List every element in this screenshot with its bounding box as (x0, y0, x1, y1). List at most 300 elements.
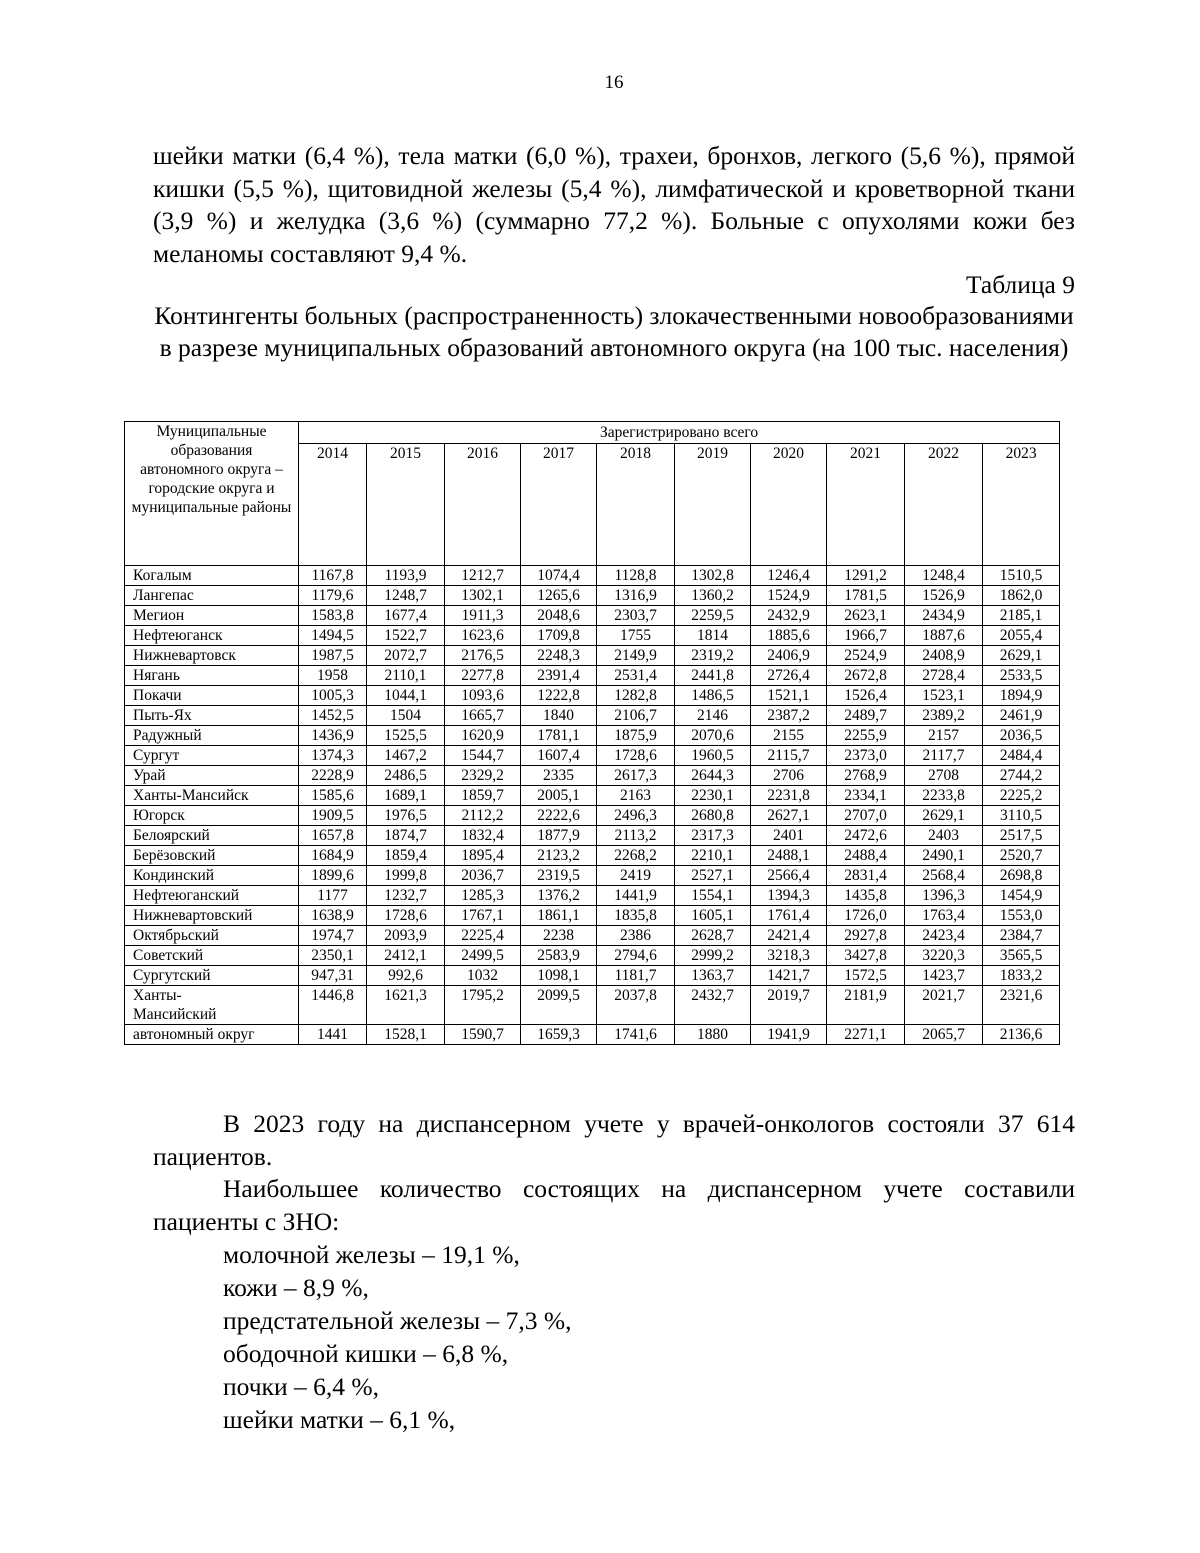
table-cell: 2406,9 (751, 646, 827, 666)
municipality-name: Белоярский (125, 826, 299, 846)
table-cell: 2432,9 (751, 606, 827, 626)
table-cell: 1859,4 (367, 846, 445, 866)
table-cell: 1032 (445, 966, 521, 986)
year-header: 2023 (983, 444, 1060, 566)
table-cell: 2384,7 (983, 926, 1060, 946)
table-cell: 1677,4 (367, 606, 445, 626)
table-cell: 2728,4 (905, 666, 983, 686)
table-cell: 1835,8 (597, 906, 675, 926)
table-cell: 1526,9 (905, 586, 983, 606)
table-cell: 2726,4 (751, 666, 827, 686)
table-cell: 1005,3 (299, 686, 367, 706)
municipality-name: Урай (125, 766, 299, 786)
year-header: 2018 (597, 444, 675, 566)
table-row (125, 606, 1060, 626)
table-cell: 2499,5 (445, 946, 521, 966)
table-cell: 1840 (521, 706, 597, 726)
table-cell: 1763,4 (905, 906, 983, 926)
table-cell: 1193,9 (367, 566, 445, 586)
table-cell: 2583,9 (521, 946, 597, 966)
table-cell: 2627,1 (751, 806, 827, 826)
table-cell: 1909,5 (299, 806, 367, 826)
table-cell: 1374,3 (299, 746, 367, 766)
table-cell: 1657,8 (299, 826, 367, 846)
table-cell: 2005,1 (521, 786, 597, 806)
table-cell: 2386 (597, 926, 675, 946)
table-cell: 3218,3 (751, 946, 827, 966)
table-cell: 1452,5 (299, 706, 367, 726)
table-cell: 1755 (597, 626, 675, 646)
table-row (125, 806, 1060, 826)
year-header: 2021 (827, 444, 905, 566)
year-header: 2016 (445, 444, 521, 566)
table-cell: 2321,6 (983, 986, 1060, 1025)
prevalence-table (124, 421, 1060, 1045)
table-cell: 2319,5 (521, 866, 597, 886)
table-row (125, 906, 1060, 926)
table-cell: 2768,9 (827, 766, 905, 786)
table-cell: 1623,6 (445, 626, 521, 646)
year-header: 2017 (521, 444, 597, 566)
table-row (125, 786, 1060, 806)
table-cell: 1605,1 (675, 906, 751, 926)
table-cell: 1441 (299, 1025, 367, 1045)
table-cell: 1376,2 (521, 886, 597, 906)
table-cell: 1585,6 (299, 786, 367, 806)
table-cell: 1960,5 (675, 746, 751, 766)
table-cell: 1895,4 (445, 846, 521, 866)
table-cell: 992,6 (367, 966, 445, 986)
table-cell: 1689,1 (367, 786, 445, 806)
table-row (125, 586, 1060, 606)
table-cell: 1877,9 (521, 826, 597, 846)
table-cell: 1894,9 (983, 686, 1060, 706)
table-cell: 1177 (299, 886, 367, 906)
municipality-name: Нефтеюганский (125, 886, 299, 906)
table-cell: 2387,2 (751, 706, 827, 726)
table-cell: 2708 (905, 766, 983, 786)
municipality-name: Октябрьский (125, 926, 299, 946)
municipality-name: Нефтеюганск (125, 626, 299, 646)
table-row (125, 926, 1060, 946)
list-item: почки – 6,4 %, (223, 1372, 379, 1401)
table-cell: 3427,8 (827, 946, 905, 966)
table-cell: 1302,1 (445, 586, 521, 606)
table-label: Таблица 9 (965, 270, 1075, 299)
table-cell: 2472,6 (827, 826, 905, 846)
table-cell: 1781,1 (521, 726, 597, 746)
table-cell: 2350,1 (299, 946, 367, 966)
table-cell: 1360,2 (675, 586, 751, 606)
table-cell: 1621,3 (367, 986, 445, 1025)
table-cell: 1128,8 (597, 566, 675, 586)
table-cell: 2238 (521, 926, 597, 946)
table-cell: 1504 (367, 706, 445, 726)
table-cell: 1302,8 (675, 566, 751, 586)
table-cell: 1098,1 (521, 966, 597, 986)
paragraph-most: Наибольшее количество состоящих на диспансерном учете составили пациенты с ЗНО: (153, 1174, 1075, 1236)
table-cell: 1510,5 (983, 566, 1060, 586)
table-cell: 1899,6 (299, 866, 367, 886)
table-cell: 2628,7 (675, 926, 751, 946)
municipality-name: Ханты-Мансийск (125, 786, 299, 806)
table-cell: 2423,4 (905, 926, 983, 946)
table-cell: 2484,4 (983, 746, 1060, 766)
table-cell: 2672,8 (827, 666, 905, 686)
table-cell: 1875,9 (597, 726, 675, 746)
list-item: предстательной железы – 7,3 %, (223, 1306, 572, 1335)
table-cell: 2527,1 (675, 866, 751, 886)
table-cell: 2568,4 (905, 866, 983, 886)
table-cell: 1976,5 (367, 806, 445, 826)
municipality-name: Нижневартовск (125, 646, 299, 666)
table-cell: 2019,7 (751, 986, 827, 1025)
table-cell: 2277,8 (445, 666, 521, 686)
table-cell: 1987,5 (299, 646, 367, 666)
table-cell: 1524,9 (751, 586, 827, 606)
table-row (125, 566, 1060, 586)
table-cell: 1265,6 (521, 586, 597, 606)
table-cell: 2110,1 (367, 666, 445, 686)
table-cell: 1767,1 (445, 906, 521, 926)
table-cell: 1441,9 (597, 886, 675, 906)
municipality-name: Берёзовский (125, 846, 299, 866)
municipality-name-line: Мансийский (133, 1006, 217, 1023)
table-row (125, 726, 1060, 746)
table-cell: 2021,7 (905, 986, 983, 1025)
table-cell: 1728,6 (597, 746, 675, 766)
table-cell: 2123,2 (521, 846, 597, 866)
table-cell: 2185,1 (983, 606, 1060, 626)
table-cell: 2157 (905, 726, 983, 746)
table-cell: 1522,7 (367, 626, 445, 646)
table-cell: 2155 (751, 726, 827, 746)
table-row (125, 846, 1060, 866)
table-cell: 1833,2 (983, 966, 1060, 986)
table-cell: 2149,9 (597, 646, 675, 666)
table-cell: 2106,7 (597, 706, 675, 726)
table-cell: 1396,3 (905, 886, 983, 906)
table-cell: 2115,7 (751, 746, 827, 766)
table-cell: 1521,1 (751, 686, 827, 706)
table-cell: 1859,7 (445, 786, 521, 806)
table-cell: 1093,6 (445, 686, 521, 706)
table-cell: 2434,9 (905, 606, 983, 626)
table-cell: 2520,7 (983, 846, 1060, 866)
table-cell: 2490,1 (905, 846, 983, 866)
table-cell: 1454,9 (983, 886, 1060, 906)
table-cell: 1282,8 (597, 686, 675, 706)
year-header: 2022 (905, 444, 983, 566)
table-cell: 2303,7 (597, 606, 675, 626)
table-cell: 1966,7 (827, 626, 905, 646)
table-cell: 1941,9 (751, 1025, 827, 1045)
table-cell: 2072,7 (367, 646, 445, 666)
table-cell: 1044,1 (367, 686, 445, 706)
table-cell: 1583,8 (299, 606, 367, 626)
list-item: ободочной кишки – 6,8 %, (223, 1339, 509, 1368)
table-cell: 2461,9 (983, 706, 1060, 726)
table-row (125, 866, 1060, 886)
table-cell: 2486,5 (367, 766, 445, 786)
municipality-name: Покачи (125, 686, 299, 706)
table-cell: 1423,7 (905, 966, 983, 986)
table-cell: 1248,4 (905, 566, 983, 586)
table-cell: 1421,7 (751, 966, 827, 986)
table-cell: 2117,7 (905, 746, 983, 766)
table-cell: 3565,5 (983, 946, 1060, 966)
list-item: молочной железы – 19,1 %, (223, 1240, 520, 1269)
table-cell: 1728,6 (367, 906, 445, 926)
table-cell: 1446,8 (299, 986, 367, 1025)
table-cell: 3220,3 (905, 946, 983, 966)
table-cell: 1486,5 (675, 686, 751, 706)
table-cell: 2412,1 (367, 946, 445, 966)
municipality-name: Лангепас (125, 586, 299, 606)
table-cell: 1659,3 (521, 1025, 597, 1045)
table-cell: 1781,5 (827, 586, 905, 606)
table-cell: 1528,1 (367, 1025, 445, 1045)
year-header: 2020 (751, 444, 827, 566)
paragraph-2023: В 2023 году на диспансерном учете у врачей-онкологов состояли 37 614 пациентов. (153, 1109, 1075, 1171)
table-cell: 1885,6 (751, 626, 827, 646)
table-cell: 1316,9 (597, 586, 675, 606)
year-header: 2015 (367, 444, 445, 566)
table-cell: 2566,4 (751, 866, 827, 886)
municipality-name (125, 986, 299, 1025)
table-cell: 2055,4 (983, 626, 1060, 646)
table-cell: 1999,8 (367, 866, 445, 886)
table-cell: 2517,5 (983, 826, 1060, 846)
table-cell: 2093,9 (367, 926, 445, 946)
table-cell: 1246,4 (751, 566, 827, 586)
table-cell: 1494,5 (299, 626, 367, 646)
table-cell: 2181,9 (827, 986, 905, 1025)
page-number: 16 (604, 72, 624, 93)
table-cell: 3110,5 (983, 806, 1060, 826)
municipality-name: Когалым (125, 566, 299, 586)
table-cell: 2334,1 (827, 786, 905, 806)
table-cell: 2255,9 (827, 726, 905, 746)
table-cell: 1862,0 (983, 586, 1060, 606)
table-cell: 1620,9 (445, 726, 521, 746)
table-cell: 2489,7 (827, 706, 905, 726)
table-cell: 2408,9 (905, 646, 983, 666)
table-title: Контингенты больных (распространенность) злокачественными новообразованиями в разрезе муниципальных образований автономного округа (на 100 тыс. населения) (154, 301, 1074, 362)
table-cell: 2210,1 (675, 846, 751, 866)
table-cell: 2432,7 (675, 986, 751, 1025)
table-cell: 2231,8 (751, 786, 827, 806)
table-cell: 1394,3 (751, 886, 827, 906)
table-cell: 2644,3 (675, 766, 751, 786)
table-cell: 947,31 (299, 966, 367, 986)
table-cell: 2222,6 (521, 806, 597, 826)
table-cell: 1553,0 (983, 906, 1060, 926)
table-cell: 2389,2 (905, 706, 983, 726)
table-cell: 1167,8 (299, 566, 367, 586)
table-cell: 2831,4 (827, 866, 905, 886)
municipality-name: автономный округ (125, 1025, 299, 1045)
table-cell: 2230,1 (675, 786, 751, 806)
table-cell: 1874,7 (367, 826, 445, 846)
table-cell: 2794,6 (597, 946, 675, 966)
table-cell: 2680,8 (675, 806, 751, 826)
table-cell: 2065,7 (905, 1025, 983, 1045)
table-cell: 2248,3 (521, 646, 597, 666)
table-row (125, 946, 1060, 966)
table-cell: 2146 (675, 706, 751, 726)
table-cell: 2488,1 (751, 846, 827, 866)
table-cell: 1074,4 (521, 566, 597, 586)
table-cell: 1795,2 (445, 986, 521, 1025)
table-cell: 1525,5 (367, 726, 445, 746)
table-row (125, 966, 1060, 986)
localization-list (223, 1238, 572, 1436)
table-cell: 2228,9 (299, 766, 367, 786)
table-row (125, 626, 1060, 646)
table-cell: 2441,8 (675, 666, 751, 686)
stub-header: Муниципальные образования автономного округа – городские округа и муниципальные районы (125, 422, 299, 566)
table-cell: 1741,6 (597, 1025, 675, 1045)
table-cell: 1212,7 (445, 566, 521, 586)
table-cell: 2048,6 (521, 606, 597, 626)
table-cell: 2268,2 (597, 846, 675, 866)
table-row (125, 886, 1060, 906)
table-cell: 2317,3 (675, 826, 751, 846)
year-header: 2014 (299, 444, 367, 566)
table-cell: 1761,4 (751, 906, 827, 926)
table-cell: 1684,9 (299, 846, 367, 866)
table-cell: 2707,0 (827, 806, 905, 826)
table-cell: 1911,3 (445, 606, 521, 626)
table-cell: 2744,2 (983, 766, 1060, 786)
table-cell: 1665,7 (445, 706, 521, 726)
table-cell: 1232,7 (367, 886, 445, 906)
table-cell: 1590,7 (445, 1025, 521, 1045)
table-cell: 1832,4 (445, 826, 521, 846)
table-cell: 1887,6 (905, 626, 983, 646)
table-cell: 2623,1 (827, 606, 905, 626)
table-row (125, 986, 1060, 1025)
table-cell: 2176,5 (445, 646, 521, 666)
table-cell: 1554,1 (675, 886, 751, 906)
table-row (125, 1025, 1060, 1045)
table-cell: 1880 (675, 1025, 751, 1045)
table-cell: 1467,2 (367, 746, 445, 766)
table-cell: 2271,1 (827, 1025, 905, 1045)
list-item: кожи – 8,9 %, (223, 1273, 369, 1302)
table-cell: 1726,0 (827, 906, 905, 926)
table-cell: 1363,7 (675, 966, 751, 986)
table-cell: 2163 (597, 786, 675, 806)
table-row (125, 646, 1060, 666)
table-cell: 1638,9 (299, 906, 367, 926)
table-cell: 2036,7 (445, 866, 521, 886)
table-cell: 1861,1 (521, 906, 597, 926)
table-cell: 2524,9 (827, 646, 905, 666)
table-cell: 1814 (675, 626, 751, 646)
table-cell: 2036,5 (983, 726, 1060, 746)
table-cell: 2225,2 (983, 786, 1060, 806)
table-cell: 2099,5 (521, 986, 597, 1025)
municipality-name: Пыть-Ях (125, 706, 299, 726)
table-cell: 2533,5 (983, 666, 1060, 686)
municipality-name: Нижневартовский (125, 906, 299, 926)
table-cell: 2629,1 (983, 646, 1060, 666)
table-cell: 2698,8 (983, 866, 1060, 886)
municipality-name: Мегион (125, 606, 299, 626)
municipality-name: Советский (125, 946, 299, 966)
table-cell: 2112,2 (445, 806, 521, 826)
table-cell: 2403 (905, 826, 983, 846)
table-row (125, 746, 1060, 766)
table-cell: 1285,3 (445, 886, 521, 906)
table-row (125, 766, 1060, 786)
table-cell: 2629,1 (905, 806, 983, 826)
table-cell: 1526,4 (827, 686, 905, 706)
table-cell: 1544,7 (445, 746, 521, 766)
table-cell: 2329,2 (445, 766, 521, 786)
list-item: шейки матки – 6,1 %, (223, 1405, 456, 1434)
year-header: 2019 (675, 444, 751, 566)
table-cell: 1572,5 (827, 966, 905, 986)
table-cell: 2617,3 (597, 766, 675, 786)
table-cell: 1523,1 (905, 686, 983, 706)
table-cell: 2391,4 (521, 666, 597, 686)
table-cell: 2037,8 (597, 986, 675, 1025)
table-cell: 1248,7 (367, 586, 445, 606)
table-row (125, 666, 1060, 686)
table-row (125, 706, 1060, 726)
municipality-name: Сургут (125, 746, 299, 766)
table-cell: 1222,8 (521, 686, 597, 706)
table-cell: 2070,6 (675, 726, 751, 746)
table-cell: 2335 (521, 766, 597, 786)
table-cell: 2225,4 (445, 926, 521, 946)
group-header: Зарегистрировано всего (299, 422, 1060, 444)
municipality-name: Кондинский (125, 866, 299, 886)
table-row (125, 686, 1060, 706)
table-cell: 2259,5 (675, 606, 751, 626)
municipality-name: Нягань (125, 666, 299, 686)
table-cell: 1179,6 (299, 586, 367, 606)
table-cell: 2488,4 (827, 846, 905, 866)
municipality-name-line: Ханты- (133, 987, 182, 1004)
table-cell: 2706 (751, 766, 827, 786)
intro-paragraph: шейки матки (6,4 %), тела матки (6,0 %), трахеи, бронхов, легкого (5,6 %), прямой кишки (5,5 %), щитовидной железы (5,4 %), лимфатической и кроветворной ткани (3,9 %) и желудка (3,6 %) (суммарно 77,2 %). Больные с опухолями кожи без меланомы составляют 9,4 %. (153, 141, 1075, 268)
table-cell: 2421,4 (751, 926, 827, 946)
table-cell: 2113,2 (597, 826, 675, 846)
table-cell: 1974,7 (299, 926, 367, 946)
table-cell: 2233,8 (905, 786, 983, 806)
municipality-name: Югорск (125, 806, 299, 826)
table-cell: 1291,2 (827, 566, 905, 586)
table-cell: 2999,2 (675, 946, 751, 966)
table-cell: 1436,9 (299, 726, 367, 746)
table-cell: 2401 (751, 826, 827, 846)
table-cell: 2419 (597, 866, 675, 886)
table-cell: 1958 (299, 666, 367, 686)
table-cell: 2373,0 (827, 746, 905, 766)
table-cell: 1709,8 (521, 626, 597, 646)
municipality-name: Сургутский (125, 966, 299, 986)
table-cell: 1181,7 (597, 966, 675, 986)
table-row (125, 826, 1060, 846)
table-cell: 2496,3 (597, 806, 675, 826)
table-cell: 1607,4 (521, 746, 597, 766)
table-cell: 2136,6 (983, 1025, 1060, 1045)
table-cell: 2927,8 (827, 926, 905, 946)
